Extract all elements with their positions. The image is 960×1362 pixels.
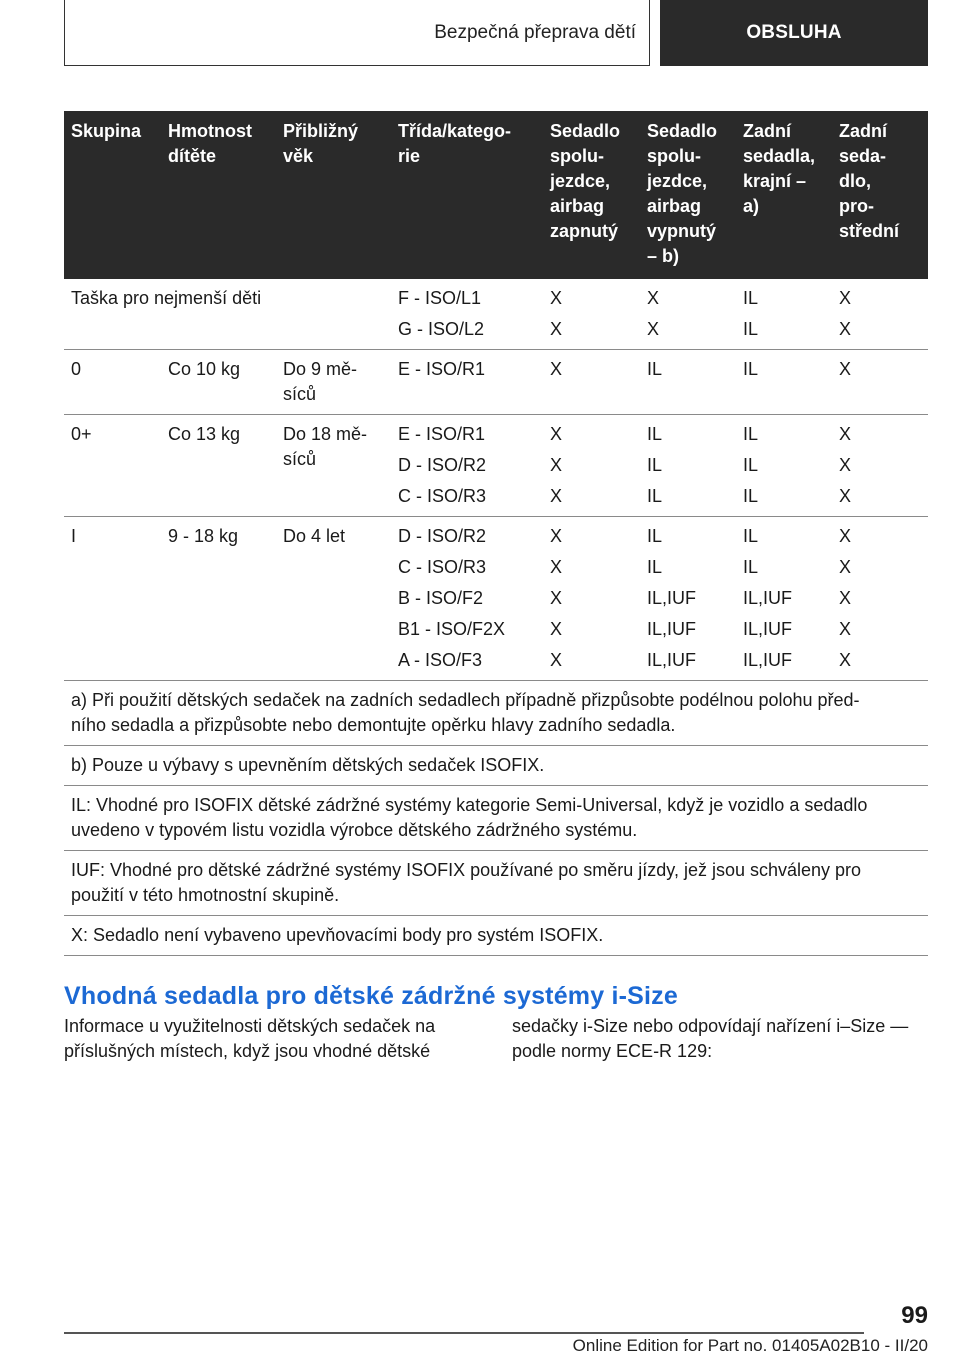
column-header — [736, 111, 832, 279]
age-cell: Do 18 mě- síců — [276, 415, 391, 517]
front-airbag-on-cell — [543, 517, 640, 681]
section-title: Bezpečná přeprava dětí — [434, 22, 636, 43]
rear-outer-cell — [736, 415, 832, 517]
class-cell-value: B - ISO/F2 — [398, 588, 484, 608]
table-note-row — [64, 916, 928, 956]
front-airbag-off-cell-value: X — [647, 319, 660, 339]
front-airbag-on-cell-value: X — [550, 526, 563, 546]
front-airbag-on-cell-value: X — [550, 288, 563, 308]
table-row — [64, 350, 928, 415]
table-note-row — [64, 746, 928, 786]
rear-center-cell — [832, 415, 928, 517]
front-airbag-off-cell — [640, 517, 736, 681]
footer-edition: Online Edition for Part no. 01405A02B10 - II/20 — [572, 1336, 928, 1355]
weight-cell: Co 13 kg — [161, 415, 276, 517]
column-header — [161, 111, 276, 279]
front-airbag-off-cell-value: IL,IUF — [647, 619, 697, 639]
rear-center-cell-value: X — [839, 557, 852, 577]
column-header — [391, 111, 543, 279]
table-note-row — [64, 786, 928, 851]
table-body — [64, 279, 928, 956]
front-airbag-on-cell-value: X — [550, 650, 563, 670]
rear-center-cell-value: X — [839, 319, 852, 339]
class-cell — [391, 517, 543, 681]
table-note: IUF: Vhodné pro dětské zádržné systémy ISOFIX používané po směru jízdy, jež jsou schváleny pro použití v této hmotnostní skupině. — [64, 851, 928, 916]
group-cell: I — [64, 517, 161, 681]
column-header-line: Skupina — [71, 121, 142, 141]
front-airbag-on-cell-value: X — [550, 486, 563, 506]
rear-outer-cell-value: IL,IUF — [743, 650, 793, 670]
rear-outer-cell-value: IL — [743, 319, 759, 339]
front-airbag-on-cell — [543, 279, 640, 350]
column-header-line: sedadla, — [743, 146, 816, 166]
column-header-line: spolu- — [647, 146, 701, 166]
class-cell-value: G - ISO/L2 — [398, 319, 485, 339]
column-header-line: jezdce, — [550, 171, 611, 191]
table-note-row — [64, 681, 928, 746]
column-header — [64, 111, 161, 279]
column-header-line: a) — [743, 196, 760, 216]
rear-center-cell-value: X — [839, 526, 852, 546]
front-airbag-off-cell-value: IL — [647, 486, 663, 506]
class-cell — [391, 279, 543, 350]
front-airbag-off-cell — [640, 279, 736, 350]
front-airbag-on-cell-value: X — [550, 557, 563, 577]
rear-outer-cell-value: IL,IUF — [743, 619, 793, 639]
front-airbag-off-cell-value: IL,IUF — [647, 588, 697, 608]
rear-center-cell-value: X — [839, 288, 852, 308]
table-header-row — [64, 111, 928, 279]
front-airbag-off-cell-value: IL,IUF — [647, 650, 697, 670]
column-header-line: rie — [398, 146, 421, 166]
age-cell: Do 4 let — [276, 517, 391, 681]
column-header-line: věk — [283, 146, 314, 166]
class-cell-value: E - ISO/R1 — [398, 424, 486, 444]
column-header — [543, 111, 640, 279]
class-cell-value: E - ISO/R1 — [398, 359, 486, 379]
column-header — [640, 111, 736, 279]
rear-outer-cell-value: IL — [743, 486, 759, 506]
column-header — [832, 111, 928, 279]
rear-outer-cell — [736, 517, 832, 681]
column-header-line: pro- — [839, 196, 874, 216]
table-note: b) Pouze u výbavy s upevněním dětských sedaček ISOFIX. — [64, 746, 928, 786]
front-airbag-off-cell-value: IL — [647, 557, 663, 577]
column-header-line: Sedadlo — [647, 121, 718, 141]
group-cell: 0+ — [64, 415, 161, 517]
class-cell-value: B1 - ISO/F2X — [398, 619, 506, 639]
page-number: 99 — [901, 1302, 928, 1329]
table-note: IL: Vhodné pro ISOFIX dětské zádržné systémy kategorie Semi-Universal, když je vozidlo a sedadlo uvedeno v typovém listu vozidla výrobce dětského zádržného systému. — [64, 786, 928, 851]
group-cell: 0 — [64, 350, 161, 415]
intro-text-left: Informace u využitelnosti dětských sedaček na příslušných místech, když jsou vhodné dětské — [64, 1016, 436, 1061]
rear-center-cell-value: X — [839, 588, 852, 608]
front-airbag-on-cell-value: X — [550, 319, 563, 339]
rear-center-cell — [832, 279, 928, 350]
rear-outer-cell-value: IL — [743, 288, 759, 308]
class-cell-value: C - ISO/R3 — [398, 486, 487, 506]
rear-outer-cell-value: IL,IUF — [743, 588, 793, 608]
table-note: a) Při použití dětských sedaček na zadních sedadlech případně přizpůsobte podélnou polohu před- ního sedadla a přizpůsobte nebo demontujte opěrku hlavy zadního sedadla. — [64, 681, 928, 746]
footer-rule — [64, 1332, 864, 1334]
front-airbag-on-cell-value: X — [550, 455, 563, 475]
class-cell-value: D - ISO/R2 — [398, 526, 487, 546]
weight-cell: Co 10 kg — [161, 350, 276, 415]
table-note: X: Sedadlo není vybaveno upevňovacími body pro systém ISOFIX. — [64, 916, 928, 956]
front-airbag-on-cell — [543, 415, 640, 517]
chapter-tab: OBSLUHA — [660, 0, 928, 66]
rear-center-cell — [832, 517, 928, 681]
rear-center-cell-value: X — [839, 359, 852, 379]
weight-cell: 9 - 18 kg — [161, 517, 276, 681]
front-airbag-on-cell — [543, 350, 640, 415]
column-header-line: vypnutý — [647, 221, 717, 241]
column-header-line: Zadní — [743, 121, 791, 141]
table-row — [64, 279, 928, 350]
table-row — [64, 415, 928, 517]
front-airbag-on-cell-value: X — [550, 619, 563, 639]
column-header-line: Sedadlo — [550, 121, 621, 141]
column-header-line: dítěte — [168, 146, 217, 166]
column-header-line: zapnutý — [550, 221, 619, 241]
group-cell: Taška pro nejmenší děti — [64, 279, 391, 350]
class-cell — [391, 415, 543, 517]
class-cell-value: D - ISO/R2 — [398, 455, 487, 475]
rear-center-cell-value: X — [839, 455, 852, 475]
front-airbag-on-cell-value: X — [550, 424, 563, 444]
rear-center-cell-value: X — [839, 619, 852, 639]
column-header-line: Přibližný — [283, 121, 359, 141]
column-header-line: seda- — [839, 146, 887, 166]
column-header-line: airbag — [647, 196, 702, 216]
rear-outer-cell-value: IL — [743, 455, 759, 475]
rear-outer-cell-value: IL — [743, 557, 759, 577]
column-header-line: jezdce, — [647, 171, 708, 191]
intro-text-right: sedačky i-Size nebo odpovídají nařízení i–Size — podle normy ECE-R 129: — [512, 1016, 909, 1061]
rear-center-cell-value: X — [839, 650, 852, 670]
column-header — [276, 111, 391, 279]
rear-outer-cell — [736, 279, 832, 350]
rear-center-cell-value: X — [839, 486, 852, 506]
column-header-line: Třída/katego- — [398, 121, 512, 141]
column-header-line: Zadní — [839, 121, 887, 141]
rear-outer-cell — [736, 350, 832, 415]
table-note-row — [64, 851, 928, 916]
class-cell — [391, 350, 543, 415]
column-header-line: spolu- — [550, 146, 604, 166]
front-airbag-off-cell — [640, 415, 736, 517]
class-cell-value: F - ISO/L1 — [398, 288, 482, 308]
rear-outer-cell-value: IL — [743, 424, 759, 444]
rear-center-cell-value: X — [839, 424, 852, 444]
table-row — [64, 517, 928, 681]
section-heading: Vhodná sedadla pro dětské zádržné systémy i-Size — [64, 982, 678, 1010]
isofix-seat-table — [64, 111, 928, 956]
front-airbag-on-cell-value: X — [550, 588, 563, 608]
front-airbag-off-cell-value: IL — [647, 455, 663, 475]
front-airbag-off-cell-value: IL — [647, 424, 663, 444]
age-cell: Do 9 mě- síců — [276, 350, 391, 415]
column-header-line: airbag — [550, 196, 605, 216]
class-cell-value: A - ISO/F3 — [398, 650, 483, 670]
rear-outer-cell-value: IL — [743, 359, 759, 379]
column-header-line: dlo, — [839, 171, 871, 191]
column-header-line: Hmotnost — [168, 121, 252, 141]
front-airbag-on-cell-value: X — [550, 359, 563, 379]
rear-center-cell — [832, 350, 928, 415]
front-airbag-off-cell-value: IL — [647, 359, 663, 379]
class-cell-value: C - ISO/R3 — [398, 557, 487, 577]
rear-outer-cell-value: IL — [743, 526, 759, 546]
column-header-line: střední — [839, 221, 900, 241]
front-airbag-off-cell — [640, 350, 736, 415]
front-airbag-off-cell-value: IL — [647, 526, 663, 546]
column-header-line: – b) — [647, 246, 680, 266]
column-header-line: krajní – — [743, 171, 807, 191]
front-airbag-off-cell-value: X — [647, 288, 660, 308]
